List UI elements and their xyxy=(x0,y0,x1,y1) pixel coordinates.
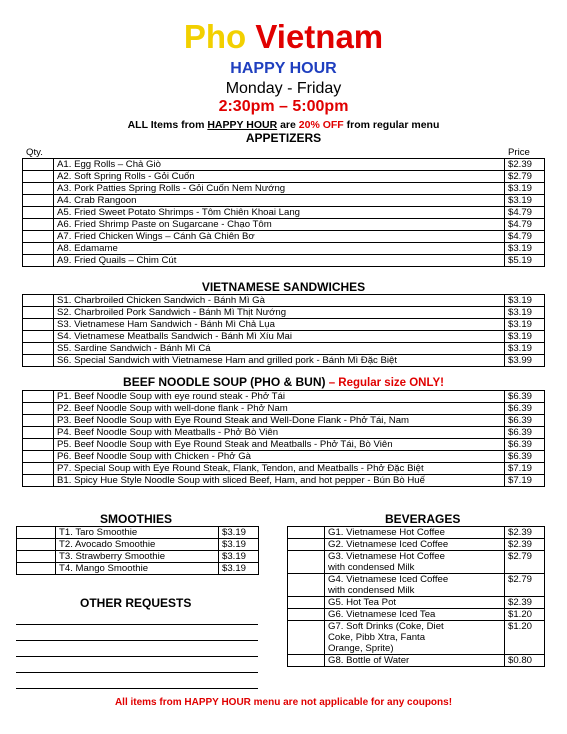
qty-cell[interactable] xyxy=(23,403,54,415)
qty-cell[interactable] xyxy=(288,655,325,667)
item-name-line: G6. Vietnamese Iced Tea xyxy=(328,609,436,620)
item-name xyxy=(325,539,505,551)
item-name xyxy=(54,307,505,319)
item-name xyxy=(325,597,505,609)
item-name xyxy=(54,171,505,183)
menu-item-row xyxy=(23,439,545,451)
item-name-line: S5. Sardine Sandwich - Bánh Mì Cá xyxy=(57,343,211,354)
qty-cell[interactable] xyxy=(23,427,54,439)
qty-cell[interactable] xyxy=(23,195,54,207)
restaurant-title xyxy=(0,18,567,56)
appetizers-table xyxy=(22,158,545,267)
menu-item-row xyxy=(288,609,545,621)
menu-item-row xyxy=(23,475,545,487)
price-label: Price xyxy=(508,147,530,158)
item-name xyxy=(54,463,505,475)
menu-item-row xyxy=(23,231,545,243)
item-price: $2.39 xyxy=(505,159,545,171)
qty-cell[interactable] xyxy=(288,574,325,597)
menu-item-row xyxy=(23,355,545,367)
brand-part2: Vietnam xyxy=(255,18,384,55)
noodles-title xyxy=(0,375,567,389)
qty-cell[interactable] xyxy=(23,475,54,487)
menu-item-row xyxy=(23,255,545,267)
item-name xyxy=(56,551,219,563)
item-price: $4.79 xyxy=(505,207,545,219)
qty-cell[interactable] xyxy=(23,255,54,267)
qty-cell[interactable] xyxy=(17,551,56,563)
item-name xyxy=(54,255,505,267)
qty-cell[interactable] xyxy=(288,609,325,621)
menu-item-row xyxy=(23,159,545,171)
request-line[interactable] xyxy=(16,672,258,673)
item-name-line: P6. Beef Noodle Soup with Chicken - Phở Gà xyxy=(57,451,252,462)
item-price: $3.19 xyxy=(505,195,545,207)
item-name-line: Coke, Pibb Xtra, Fanta xyxy=(328,632,426,643)
item-price: $3.19 xyxy=(219,551,259,563)
item-name-line: A7. Fried Chicken Wings – Cánh Gà Chiên Bơ xyxy=(57,231,255,242)
item-name xyxy=(325,609,505,621)
item-name-line: P3. Beef Noodle Soup with Eye Round Steak and Well-Done Flank - Phở Tái, Nam xyxy=(57,415,410,426)
time-line: 2:30pm – 5:00pm xyxy=(218,98,349,115)
item-name-line: G7. Soft Drinks (Coke, Diet xyxy=(328,621,444,632)
menu-item-row xyxy=(23,463,545,475)
item-name-line: A2. Soft Spring Rolls - Gỏi Cuốn xyxy=(57,171,195,182)
qty-cell[interactable] xyxy=(23,219,54,231)
item-price: $2.39 xyxy=(505,597,545,609)
request-line[interactable] xyxy=(16,640,258,641)
item-name-line: P4. Beef Noodle Soup with Meatballs - Phở Bò Viên xyxy=(57,427,279,438)
item-name xyxy=(54,207,505,219)
noodles-title-text: BEEF NOODLE SOUP (PHO & BUN) xyxy=(123,375,326,389)
qty-cell[interactable] xyxy=(23,207,54,219)
appetizers-title: APPETIZERS xyxy=(245,131,322,145)
item-name-line: S3. Vietnamese Ham Sandwich - Bánh Mì Chả Lụa xyxy=(57,319,275,330)
item-price: $4.79 xyxy=(505,219,545,231)
item-name-line: B1. Spicy Hue Style Noodle Soup with sliced Beef, Ham, and hot pepper - Bún Bò Huế xyxy=(57,475,425,486)
item-name xyxy=(54,415,505,427)
menu-item-row xyxy=(288,655,545,667)
qty-cell[interactable] xyxy=(23,451,54,463)
item-price: $3.19 xyxy=(219,539,259,551)
item-name-line: G8. Bottle of Water xyxy=(328,655,410,666)
item-name-line: A6. Fried Shrimp Paste on Sugarcane - Chạo Tôm xyxy=(57,219,272,230)
menu-item-row xyxy=(23,183,545,195)
menu-item-row xyxy=(23,391,545,403)
qty-cell[interactable] xyxy=(23,183,54,195)
item-price: $3.19 xyxy=(505,343,545,355)
other-requests-title: OTHER REQUESTS xyxy=(80,596,192,610)
smoothies-table xyxy=(16,526,259,575)
item-name xyxy=(54,343,505,355)
request-line[interactable] xyxy=(16,624,258,625)
offer-percent: 20% OFF xyxy=(298,119,344,131)
qty-cell[interactable] xyxy=(23,331,54,343)
item-name-line: G4. Vietnamese Iced Coffee xyxy=(328,574,449,585)
item-price: $5.19 xyxy=(505,255,545,267)
item-name-line: P5. Beef Noodle Soup with Eye Round Steak and Meatballs - Phở Tái, Bò Viên xyxy=(57,439,393,450)
offer-prefix: ALL Items from xyxy=(127,119,208,131)
item-name xyxy=(325,527,505,539)
menu-item-row xyxy=(23,331,545,343)
item-name xyxy=(54,231,505,243)
item-price: $3.19 xyxy=(505,319,545,331)
qty-cell[interactable] xyxy=(17,563,56,575)
qty-cell[interactable] xyxy=(23,159,54,171)
menu-item-row xyxy=(288,551,545,574)
item-name-line: P2. Beef Noodle Soup with well-done flank - Phở Nam xyxy=(57,403,288,414)
qty-cell[interactable] xyxy=(23,391,54,403)
item-price: $6.39 xyxy=(505,403,545,415)
qty-cell[interactable] xyxy=(23,243,54,255)
qty-cell[interactable] xyxy=(23,355,54,367)
menu-item-row xyxy=(23,243,545,255)
item-name xyxy=(325,655,505,667)
qty-cell[interactable] xyxy=(23,171,54,183)
item-name xyxy=(54,295,505,307)
menu-item-row xyxy=(23,343,545,355)
brand-part1: Pho xyxy=(183,18,247,55)
qty-cell[interactable] xyxy=(23,463,54,475)
qty-cell[interactable] xyxy=(23,319,54,331)
item-name-line: A1. Egg Rolls – Chả Giò xyxy=(57,159,161,170)
item-name xyxy=(54,183,505,195)
item-price: $3.19 xyxy=(505,295,545,307)
request-line[interactable] xyxy=(16,656,258,657)
item-price: $2.79 xyxy=(505,551,545,574)
menu-item-row xyxy=(17,551,259,563)
qty-cell[interactable] xyxy=(288,551,325,574)
item-name-line: S6. Special Sandwich with Vietnamese Ham and grilled pork - Bánh Mì Đặc Biệt xyxy=(57,355,398,366)
offer-suffix: from regular menu xyxy=(343,119,440,131)
item-price: $3.19 xyxy=(219,563,259,575)
item-name xyxy=(56,527,219,539)
beverages-table xyxy=(287,526,545,667)
qty-cell[interactable] xyxy=(288,539,325,551)
happy-hour-heading: HAPPY HOUR xyxy=(230,60,337,77)
item-name xyxy=(54,475,505,487)
footer-note: All items from HAPPY HOUR menu are not applicable for any coupons! xyxy=(114,697,453,708)
menu-item-row xyxy=(23,195,545,207)
menu-item-row xyxy=(17,527,259,539)
item-name xyxy=(54,355,505,367)
menu-item-row xyxy=(288,597,545,609)
offer-hh: HAPPY HOUR xyxy=(207,119,278,131)
item-name xyxy=(54,439,505,451)
item-name xyxy=(325,621,505,655)
menu-item-row xyxy=(23,415,545,427)
item-name-line: G2. Vietnamese Iced Coffee xyxy=(328,539,449,550)
item-price: $3.99 xyxy=(505,355,545,367)
item-price: $3.19 xyxy=(505,331,545,343)
item-name xyxy=(54,219,505,231)
item-price: $1.20 xyxy=(505,609,545,621)
item-name xyxy=(56,563,219,575)
item-name xyxy=(54,159,505,171)
item-name-line: with condensed Milk xyxy=(328,562,415,573)
item-price: $3.19 xyxy=(219,527,259,539)
item-name-line: A9. Fried Quails – Chim Cút xyxy=(57,255,177,266)
item-name xyxy=(325,574,505,597)
menu-item-row xyxy=(288,574,545,597)
item-name-line: A3. Pork Patties Spring Rolls - Gỏi Cuốn Nem Nướng xyxy=(57,183,286,194)
menu-item-row xyxy=(288,621,545,655)
item-name-line: A5. Fried Sweet Potato Shrimps - Tôm Chiên Khoai Lang xyxy=(57,207,300,218)
item-price: $6.39 xyxy=(505,415,545,427)
item-price: $2.39 xyxy=(505,527,545,539)
item-name-line: G5. Hot Tea Pot xyxy=(328,597,397,608)
menu-item-row xyxy=(17,563,259,575)
item-price: $6.39 xyxy=(505,427,545,439)
item-price: $3.19 xyxy=(505,307,545,319)
menu-item-row xyxy=(23,319,545,331)
item-name xyxy=(54,331,505,343)
menu-item-row xyxy=(17,539,259,551)
menu-item-row xyxy=(23,171,545,183)
item-name xyxy=(54,195,505,207)
item-name-line: G3. Vietnamese Hot Coffee xyxy=(328,551,445,562)
item-price: $2.39 xyxy=(505,539,545,551)
item-price: $7.19 xyxy=(505,475,545,487)
item-name xyxy=(54,427,505,439)
item-name xyxy=(54,319,505,331)
qty-cell[interactable] xyxy=(23,439,54,451)
item-name-line: S4. Vietnamese Meatballs Sandwich - Bánh Mì Xíu Mai xyxy=(57,331,292,342)
menu-item-row xyxy=(23,427,545,439)
item-price: $6.39 xyxy=(505,391,545,403)
item-name-line: G1. Vietnamese Hot Coffee xyxy=(328,527,445,538)
item-name-line: P7. Special Soup with Eye Round Steak, Flank, Tendon, and Meatballs - Phở Đặc Biệt xyxy=(57,463,424,474)
item-price: $3.19 xyxy=(505,183,545,195)
qty-cell[interactable] xyxy=(288,597,325,609)
offer-line xyxy=(0,119,567,131)
item-name-line: S2. Charbroiled Pork Sandwich - Bánh Mì Thịt Nướng xyxy=(57,307,287,318)
item-name-line: T1. Taro Smoothie xyxy=(59,527,138,538)
menu-item-row xyxy=(23,451,545,463)
item-price: $3.19 xyxy=(505,243,545,255)
menu-item-row xyxy=(23,219,545,231)
menu-item-row xyxy=(23,207,545,219)
qty-cell[interactable] xyxy=(23,343,54,355)
qty-cell[interactable] xyxy=(23,415,54,427)
item-name xyxy=(54,243,505,255)
menu-item-row xyxy=(23,295,545,307)
menu-item-row xyxy=(288,527,545,539)
qty-cell[interactable] xyxy=(17,539,56,551)
menu-item-row xyxy=(23,403,545,415)
item-name-line: Orange, Sprite) xyxy=(328,643,394,654)
item-name-line: P1. Beef Noodle Soup with eye round steak - Phở Tái xyxy=(57,391,285,402)
days-line: Monday - Friday xyxy=(225,80,342,97)
noodles-table xyxy=(22,390,545,487)
item-name xyxy=(54,451,505,463)
item-price: $6.39 xyxy=(505,439,545,451)
item-name-line: T4. Mango Smoothie xyxy=(59,563,149,574)
item-name xyxy=(56,539,219,551)
item-name-line: with condensed Milk xyxy=(328,585,415,596)
request-line[interactable] xyxy=(16,688,258,689)
item-name-line: A8. Edamame xyxy=(57,243,118,254)
item-name-line: A4. Crab Rangoon xyxy=(57,195,137,206)
item-name-line: T3. Strawberry Smoothie xyxy=(59,551,166,562)
item-name xyxy=(325,551,505,574)
item-name-line: T2. Avocado Smoothie xyxy=(59,539,156,550)
menu-item-row xyxy=(23,307,545,319)
item-price: $6.39 xyxy=(505,451,545,463)
beverages-title: BEVERAGES xyxy=(385,512,461,526)
offer-mid: are xyxy=(277,119,299,131)
sandwiches-table xyxy=(22,294,545,367)
item-name-line: S1. Charbroiled Chicken Sandwich - Bánh Mì Gà xyxy=(57,295,265,306)
qty-cell[interactable] xyxy=(17,527,56,539)
smoothies-title: SMOOTHIES xyxy=(100,512,173,526)
item-price: $4.79 xyxy=(505,231,545,243)
item-name xyxy=(54,391,505,403)
item-price: $0.80 xyxy=(505,655,545,667)
qty-cell[interactable] xyxy=(23,307,54,319)
qty-cell[interactable] xyxy=(23,231,54,243)
item-price: $2.79 xyxy=(505,574,545,597)
item-name xyxy=(54,403,505,415)
item-price: $1.20 xyxy=(505,621,545,655)
sandwiches-title: VIETNAMESE SANDWICHES xyxy=(201,280,366,294)
qty-cell[interactable] xyxy=(23,295,54,307)
item-price: $7.19 xyxy=(505,463,545,475)
noodles-title-note: – Regular size ONLY! xyxy=(325,377,444,389)
item-price: $2.79 xyxy=(505,171,545,183)
qty-label: Qty. xyxy=(26,147,43,158)
menu-item-row xyxy=(288,539,545,551)
qty-cell[interactable] xyxy=(288,527,325,539)
qty-cell[interactable] xyxy=(288,621,325,655)
